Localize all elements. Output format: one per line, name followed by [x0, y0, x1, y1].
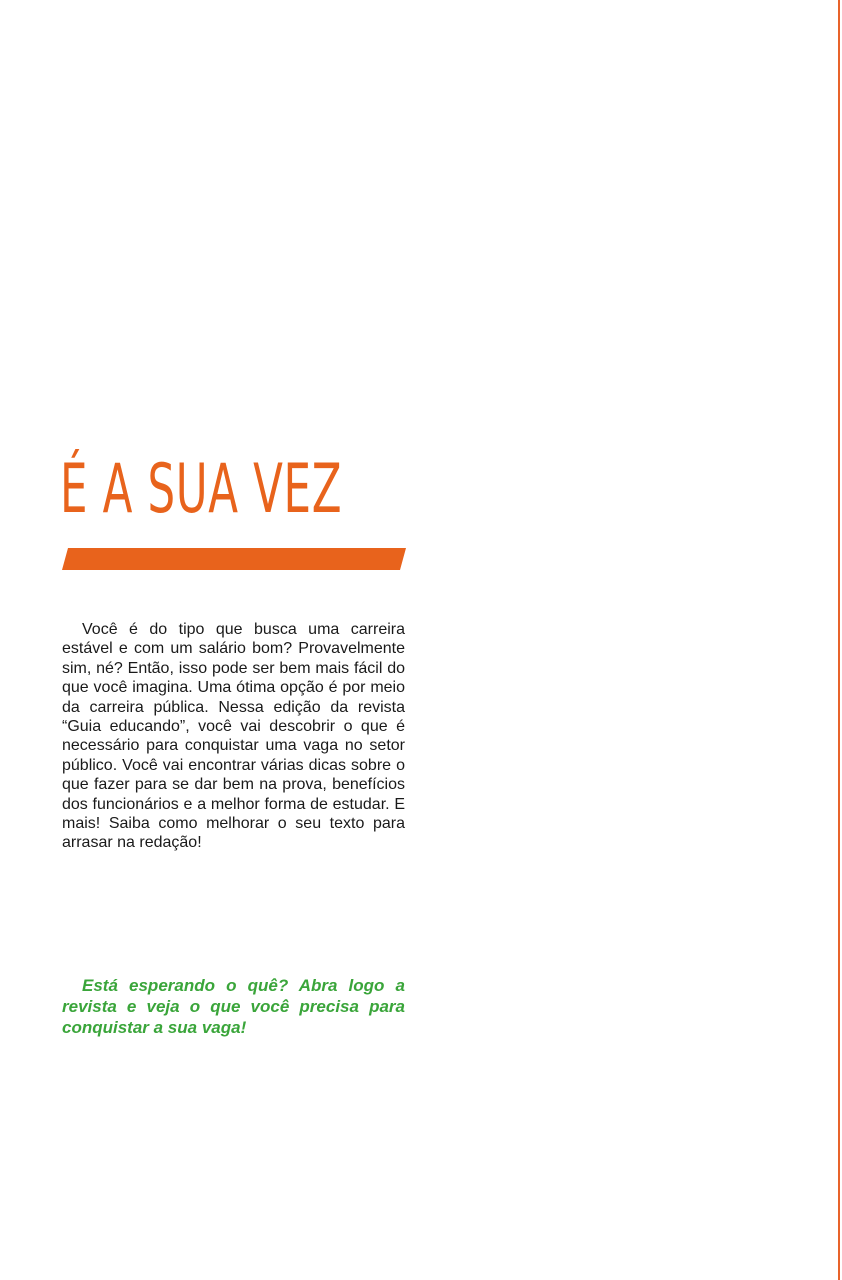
headline: É A SUA VEZ	[60, 450, 343, 529]
intro-paragraph: Você é do tipo que busca uma carreira estável e com um salário bom? Provavelmente sim, né? Então, isso pode ser bem mais fácil do que você imagina. Uma ótima opção é por meio da carreira pública. Nessa edição da revista “Guia educando”, você vai descobrir o que é necessário para conquistar uma vaga no setor público. Você vai encontrar várias dicas sobre o que fazer para se dar bem na prova, benefícios dos funcionários e a melhor forma de estudar. E mais! Saiba como melhorar o seu texto para arrasar na redação!	[62, 621, 405, 852]
headline-underline-bar	[62, 548, 406, 570]
call-to-action: Está esperando o quê? Abra logo a revista e veja o que você precisa para conquistar a sua vaga!	[62, 976, 405, 1037]
page-edge-line	[838, 0, 840, 1280]
